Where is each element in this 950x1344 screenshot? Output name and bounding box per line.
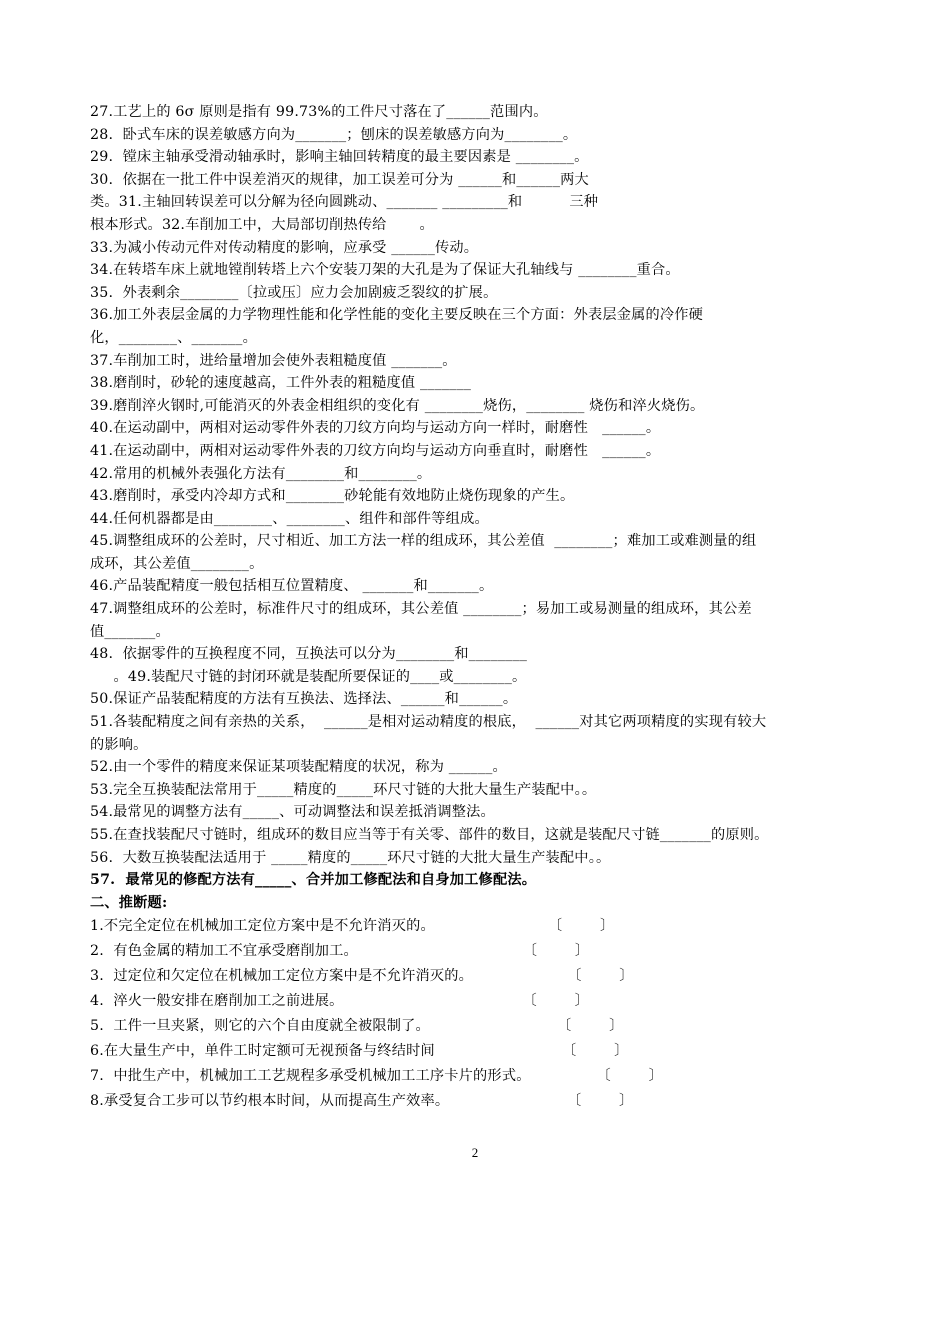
judgment-item: 6.在大量生产中，单件工时定额可无视预备与终结时间 〔 〕	[90, 1043, 629, 1060]
text-line: 35. 外表剩余________〔拉或压〕应力会加剧疲乏裂纹的扩展。	[90, 284, 498, 301]
text-line: 的影响。	[90, 736, 148, 753]
judgment-item: 3. 过定位和欠定位在机械加工定位方案中是不允许消灭的。 〔 〕	[90, 968, 634, 985]
text-line: 29. 镗床主轴承受滑动轴承时，影响主轴回转精度的最主要因素是 ________。	[90, 149, 589, 166]
judgment-item: 4. 淬火一般安排在磨削加工之前进展。 〔 〕	[90, 993, 589, 1010]
judgment-item: 7. 中批生产中，机械加工工艺规程多承受机械加工工序卡片的形式。 〔 〕	[90, 1068, 663, 1085]
judgment-item: 5. 工件一旦夹紧，则它的六个自由度就全被限制了。 〔 〕	[90, 1018, 624, 1035]
text-line: 化，________、_______。	[90, 329, 257, 346]
text-line: 值_______。	[90, 623, 170, 640]
text-line: 40.在运动副中，两相对运动零件外表的刀纹方向均与运动方向一样时，耐磨性 ______。	[90, 420, 661, 437]
page-number: 2	[471, 1145, 479, 1160]
text-line: 。49.装配尺寸链的封闭环就是装配所要保证的____或________。	[90, 668, 527, 685]
text-line: 50.保证产品装配精度的方法有互换法、选择法、______和______。	[90, 691, 518, 708]
text-line: 56. 大数互换装配法适用于 _____精度的_____环尺寸链的大批大量生产装配中。。	[90, 849, 611, 866]
text-line: 28. 卧式车床的误差敏感方向为_______；刨床的误差敏感方向为________。	[90, 126, 578, 143]
text-line: 51.各装配精度之间有亲热的关系， ______是相对运动精度的根底， ______对其它两项精度的实现有较大	[90, 714, 767, 731]
text-line: 55.在查找装配尺寸链时，组成环的数目应当等于有关零、部件的数目，这就是装配尺寸链_______的原则。	[90, 827, 769, 843]
section-heading: 二、推断题:	[90, 894, 168, 911]
text-line: 45.调整组成环的公差时，尺寸相近、加工方法一样的组成环，其公差值 ________；难加工或难测量的组	[90, 533, 757, 550]
text-line: 38.磨削时，砂轮的速度越高，工件外表的粗糙度值 _______	[90, 375, 472, 392]
text-line: 33.为减小传动元件对传动精度的影响，应承受 ______传动。	[90, 239, 479, 256]
text-line: 类。31.主轴回转误差可以分解为径向圆跳动、_______ _________和 三种	[90, 194, 599, 211]
text-line: 57. 最常见的修配方法有_____、合并加工修配法和自身加工修配法。	[90, 872, 537, 889]
text-line: 47.调整组成环的公差时，标准件尺寸的组成环，其公差值 ________；易加工或易测量的组成环，其公差	[90, 601, 752, 618]
question-list	[90, 101, 870, 1114]
text-line: 成环，其公差值________。	[90, 555, 264, 572]
text-line: 39.磨削淬火钢时,可能消灭的外表金相组织的变化有 ________烧伤，________ 烧伤和淬火烧伤。	[90, 397, 705, 414]
text-line: 36.加工外表层金属的力学物理性能和化学性能的变化主要反映在三个方面：外表层金属的冷作硬	[90, 307, 704, 324]
judgment-item: 1.不完全定位在机械加工定位方案中是不允许消灭的。 〔 〕	[90, 918, 615, 935]
text-line: 根本形式。32.车削加工中，大局部切削热传给 。	[90, 216, 434, 233]
text-line: 43.磨削时，承受内冷却方式和________砂轮能有效地防止烧伤现象的产生。	[90, 488, 575, 505]
text-line: 52.由一个零件的精度来保证某项装配精度的状况，称为 ______。	[90, 759, 507, 776]
text-line: 44.任何机器都是由________、________、组件和部件等组成。	[90, 510, 489, 527]
judgment-item: 8.承受复合工步可以节约根本时间，从而提高生产效率。 〔 〕	[90, 1093, 634, 1110]
text-line: 27.工艺上的 6σ 原则是指有 99.73%的工件尺寸落在了______范围内。	[90, 104, 548, 120]
text-line: 30. 依据在一批工件中误差消灭的规律，加工误差可分为 ______和______两大	[90, 171, 589, 188]
text-line: 37.车削加工时，进给量增加会使外表粗糙度值 _______。	[90, 352, 457, 369]
text-line: 53.完全互换装配法常用于_____精度的_____环尺寸链的大批大量生产装配中。。	[90, 781, 597, 798]
text-line: 46.产品装配精度一般包括相互位置精度、 _______和_______。	[90, 578, 494, 595]
text-line: 54.最常见的调整方法有_____、可动调整法和误差抵消调整法。	[90, 804, 495, 821]
text-line: 42.常用的机械外表强化方法有________和________。	[90, 465, 432, 482]
text-line: 34.在转塔车床上就地镗削转塔上六个安装刀架的大孔是为了保证大孔轴线与 ________重合。	[90, 262, 680, 279]
judgment-item: 2. 有色金属的精加工不宜承受磨削加工。 〔 〕	[90, 943, 590, 960]
text-line: 41.在运动副中，两相对运动零件外表的刀纹方向均与运动方向垂直时，耐磨性 ______。	[90, 442, 661, 459]
text-line: 48. 依据零件的互换程度不同，互换法可以分为________和________	[90, 646, 528, 663]
